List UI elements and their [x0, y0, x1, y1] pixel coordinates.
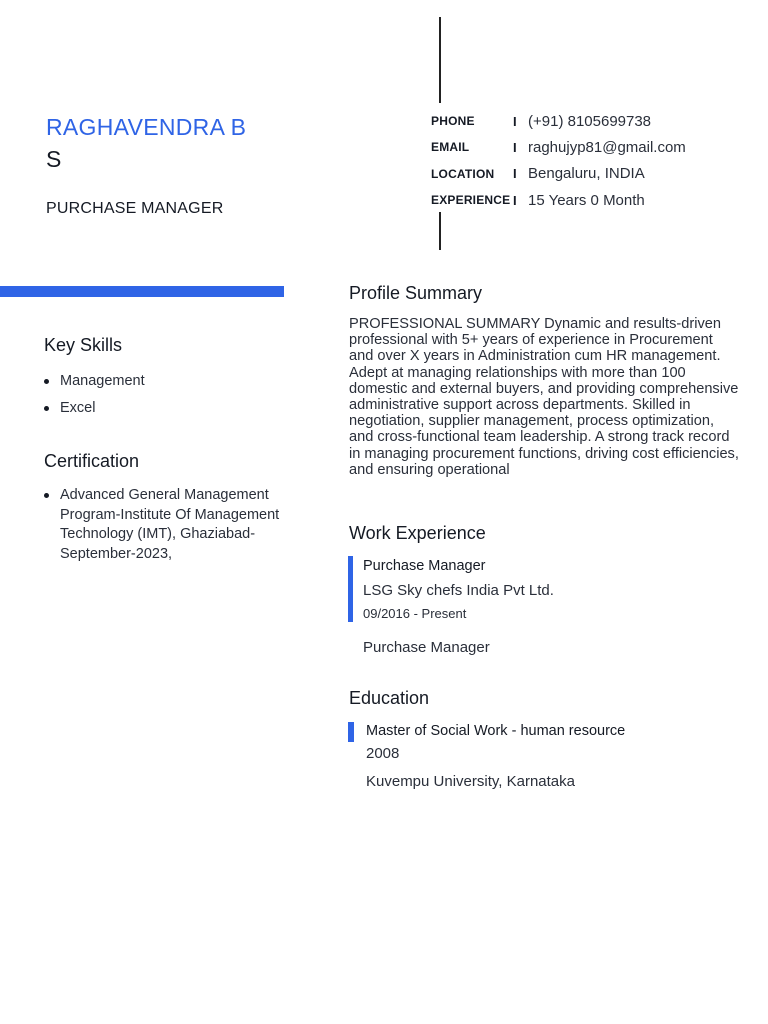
certification-list: [44, 486, 284, 565]
separator: I: [513, 166, 517, 182]
location-label: LOCATION: [431, 166, 495, 181]
education-year: 2008: [366, 745, 400, 762]
key-skills-list: [44, 372, 274, 426]
work-accent-bar: [348, 556, 353, 622]
location-value: Bengaluru, INDIA: [528, 165, 645, 183]
candidate-name: RAGHAVENDRA B: [46, 114, 247, 140]
education-accent-bar: [348, 722, 354, 742]
contact-row-experience: [431, 187, 761, 213]
work-role: Purchase Manager: [363, 558, 486, 574]
key-skills-heading: Key Skills: [44, 335, 123, 355]
experience-label: EXPERIENCE: [431, 193, 511, 208]
experience-value: 15 Years 0 Month: [528, 191, 645, 209]
accent-bar: [0, 286, 284, 297]
certification-item: Advanced General Management Program-Institute Of Management Technology (IMT), Ghaziabad-September-2023,: [44, 486, 284, 565]
profile-summary-text: PROFESSIONAL SUMMARY Dynamic and results-driven professional with 5+ years of experience in Procurement and over X years in Administration cum HR management. Adept at managing relationships with more than 100 domestic and external buyers, and providing comprehensive administrative support across departments. Skilled in negotiation, supplier management, process optimization, and cross-functional team leadership. A strong track record in managing procurement functions, driving cost efficiencies, and ensuring operational: [349, 316, 739, 478]
phone-value: (+91) 8105699738: [528, 112, 652, 130]
contact-row-phone: [431, 108, 761, 134]
contact-block: [431, 108, 761, 213]
separator: I: [513, 192, 517, 208]
work-experience-heading: Work Experience: [349, 523, 486, 543]
candidate-name-continued: S: [46, 146, 62, 172]
work-dates: 09/2016 - Present: [363, 606, 467, 621]
education-school: Kuvempu University, Karnataka: [366, 773, 575, 790]
skill-item: Excel: [44, 399, 274, 426]
divider-line-bottom: [439, 212, 441, 250]
divider-line-top: [439, 17, 441, 103]
work-company: LSG Sky chefs India Pvt Ltd.: [363, 582, 554, 599]
phone-label: PHONE: [431, 114, 475, 129]
contact-row-location: [431, 161, 761, 187]
certification-heading: Certification: [44, 451, 140, 471]
education-degree: Master of Social Work - human resource: [366, 723, 626, 739]
separator: I: [513, 139, 517, 155]
education-heading: Education: [349, 688, 430, 708]
email-value: raghujyp81@gmail.com: [528, 138, 686, 156]
profile-summary-heading: Profile Summary: [349, 283, 483, 303]
skill-item: Management: [44, 372, 274, 399]
separator: I: [513, 113, 517, 129]
job-title: PURCHASE MANAGER: [46, 200, 224, 217]
work-description: Purchase Manager: [363, 639, 490, 656]
contact-row-email: [431, 134, 761, 160]
email-label: EMAIL: [431, 140, 470, 155]
